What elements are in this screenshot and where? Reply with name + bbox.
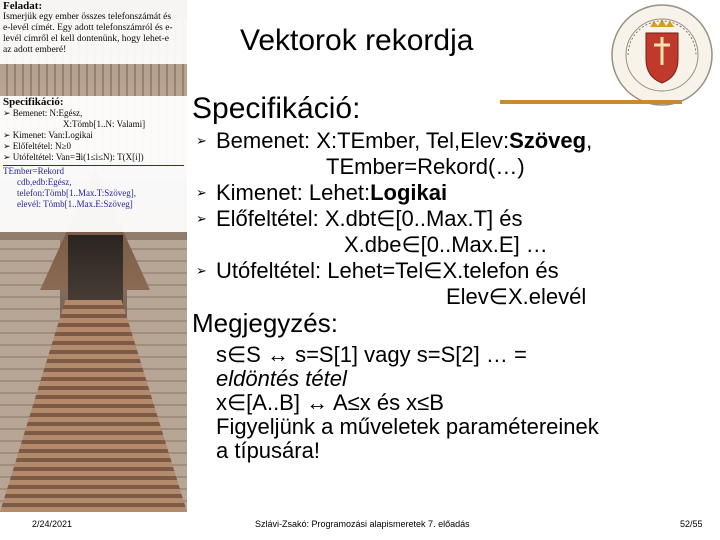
spec-box-line: telefon:Tömb[1..Max.T:Szöveg],	[17, 188, 137, 198]
footer-date: 2/24/2021	[32, 519, 73, 529]
bullet-continuation: X.dbe∈[0..Max.E] …	[344, 232, 548, 257]
notes-heading: Megjegyzés:	[192, 308, 338, 338]
task-line: az adott emberé!	[3, 45, 67, 55]
spec-box-line: TEmber=Rekord	[3, 165, 184, 177]
university-seal-icon	[610, 3, 714, 107]
bullet-input: ➢ Bemenet: X:TEmber, Tel,Elev:Szöveg,	[196, 128, 593, 153]
spec-box-line: ➢ Bemenet: N:Egész,	[3, 108, 83, 118]
spec-box-heading: Specifikáció:	[3, 96, 64, 108]
task-line: levél címről el kell dontenünk, hogy lehet-e	[3, 34, 169, 44]
arrowhead-bullet-icon: ➢	[196, 185, 207, 200]
slide-title: Vektorok rekordja	[240, 24, 474, 57]
spec-box-line: ➢ Kimenet: Van:Logikai	[3, 130, 93, 140]
task-box	[0, 0, 222, 64]
spec-box-line: elevél: Tömb[1..Max.E:Szöveg]	[17, 199, 133, 209]
footer-page-number: 52/55	[680, 519, 703, 529]
task-heading: Feladat:	[3, 0, 43, 12]
spec-heading: Specifikáció:	[192, 92, 361, 125]
arrowhead-bullet-icon: ➢	[196, 133, 207, 148]
note-line: Figyeljünk a műveletek paramétereinek	[216, 414, 599, 439]
spec-box	[0, 96, 187, 232]
spec-box-line: ➢ Előfeltétel: N≥0	[3, 141, 71, 151]
bullet-precondition: ➢ Előfeltétel: X.dbt∈[0..Max.T] és	[196, 206, 523, 231]
task-line: Ismerjük egy ember összes telefonszámát és	[3, 12, 172, 22]
arrowhead-bullet-icon: ➢	[196, 211, 207, 226]
spec-box-line: ➢ Utófeltétel: Van=∃i(1≤i≤N): T(X[i])	[3, 152, 144, 162]
bullet-continuation: TEmber=Rekord(…)	[326, 154, 525, 179]
bullet-continuation: Elev∈X.elevél	[446, 284, 587, 309]
spec-box-line: cdb,edb:Egész,	[17, 177, 72, 187]
note-line: x∈[A..B] ↔ A≤x és x≤B	[216, 390, 444, 415]
building-photo	[0, 0, 187, 512]
title-rule	[500, 100, 682, 104]
footer-title: Szlávi-Zsakó: Programozási alapismeretek 7. előadás	[255, 519, 470, 529]
bullet-postcondition: ➢ Utófeltétel: Lehet=Tel∈X.telefon és	[196, 258, 559, 283]
spec-box-line: X:Tömb[1..N: Valami]	[63, 119, 146, 129]
note-line: a típusára!	[216, 438, 320, 463]
note-line: eldöntés tétel	[216, 366, 347, 391]
task-line: e-levél címét. Egy adott telefonszámról és e-	[3, 23, 173, 33]
bullet-output: ➢ Kimenet: Lehet:Logikai	[196, 180, 448, 205]
arrowhead-bullet-icon: ➢	[196, 263, 207, 278]
note-line: s∈S ↔ s=S[1] vagy s=S[2] … =	[216, 342, 527, 367]
